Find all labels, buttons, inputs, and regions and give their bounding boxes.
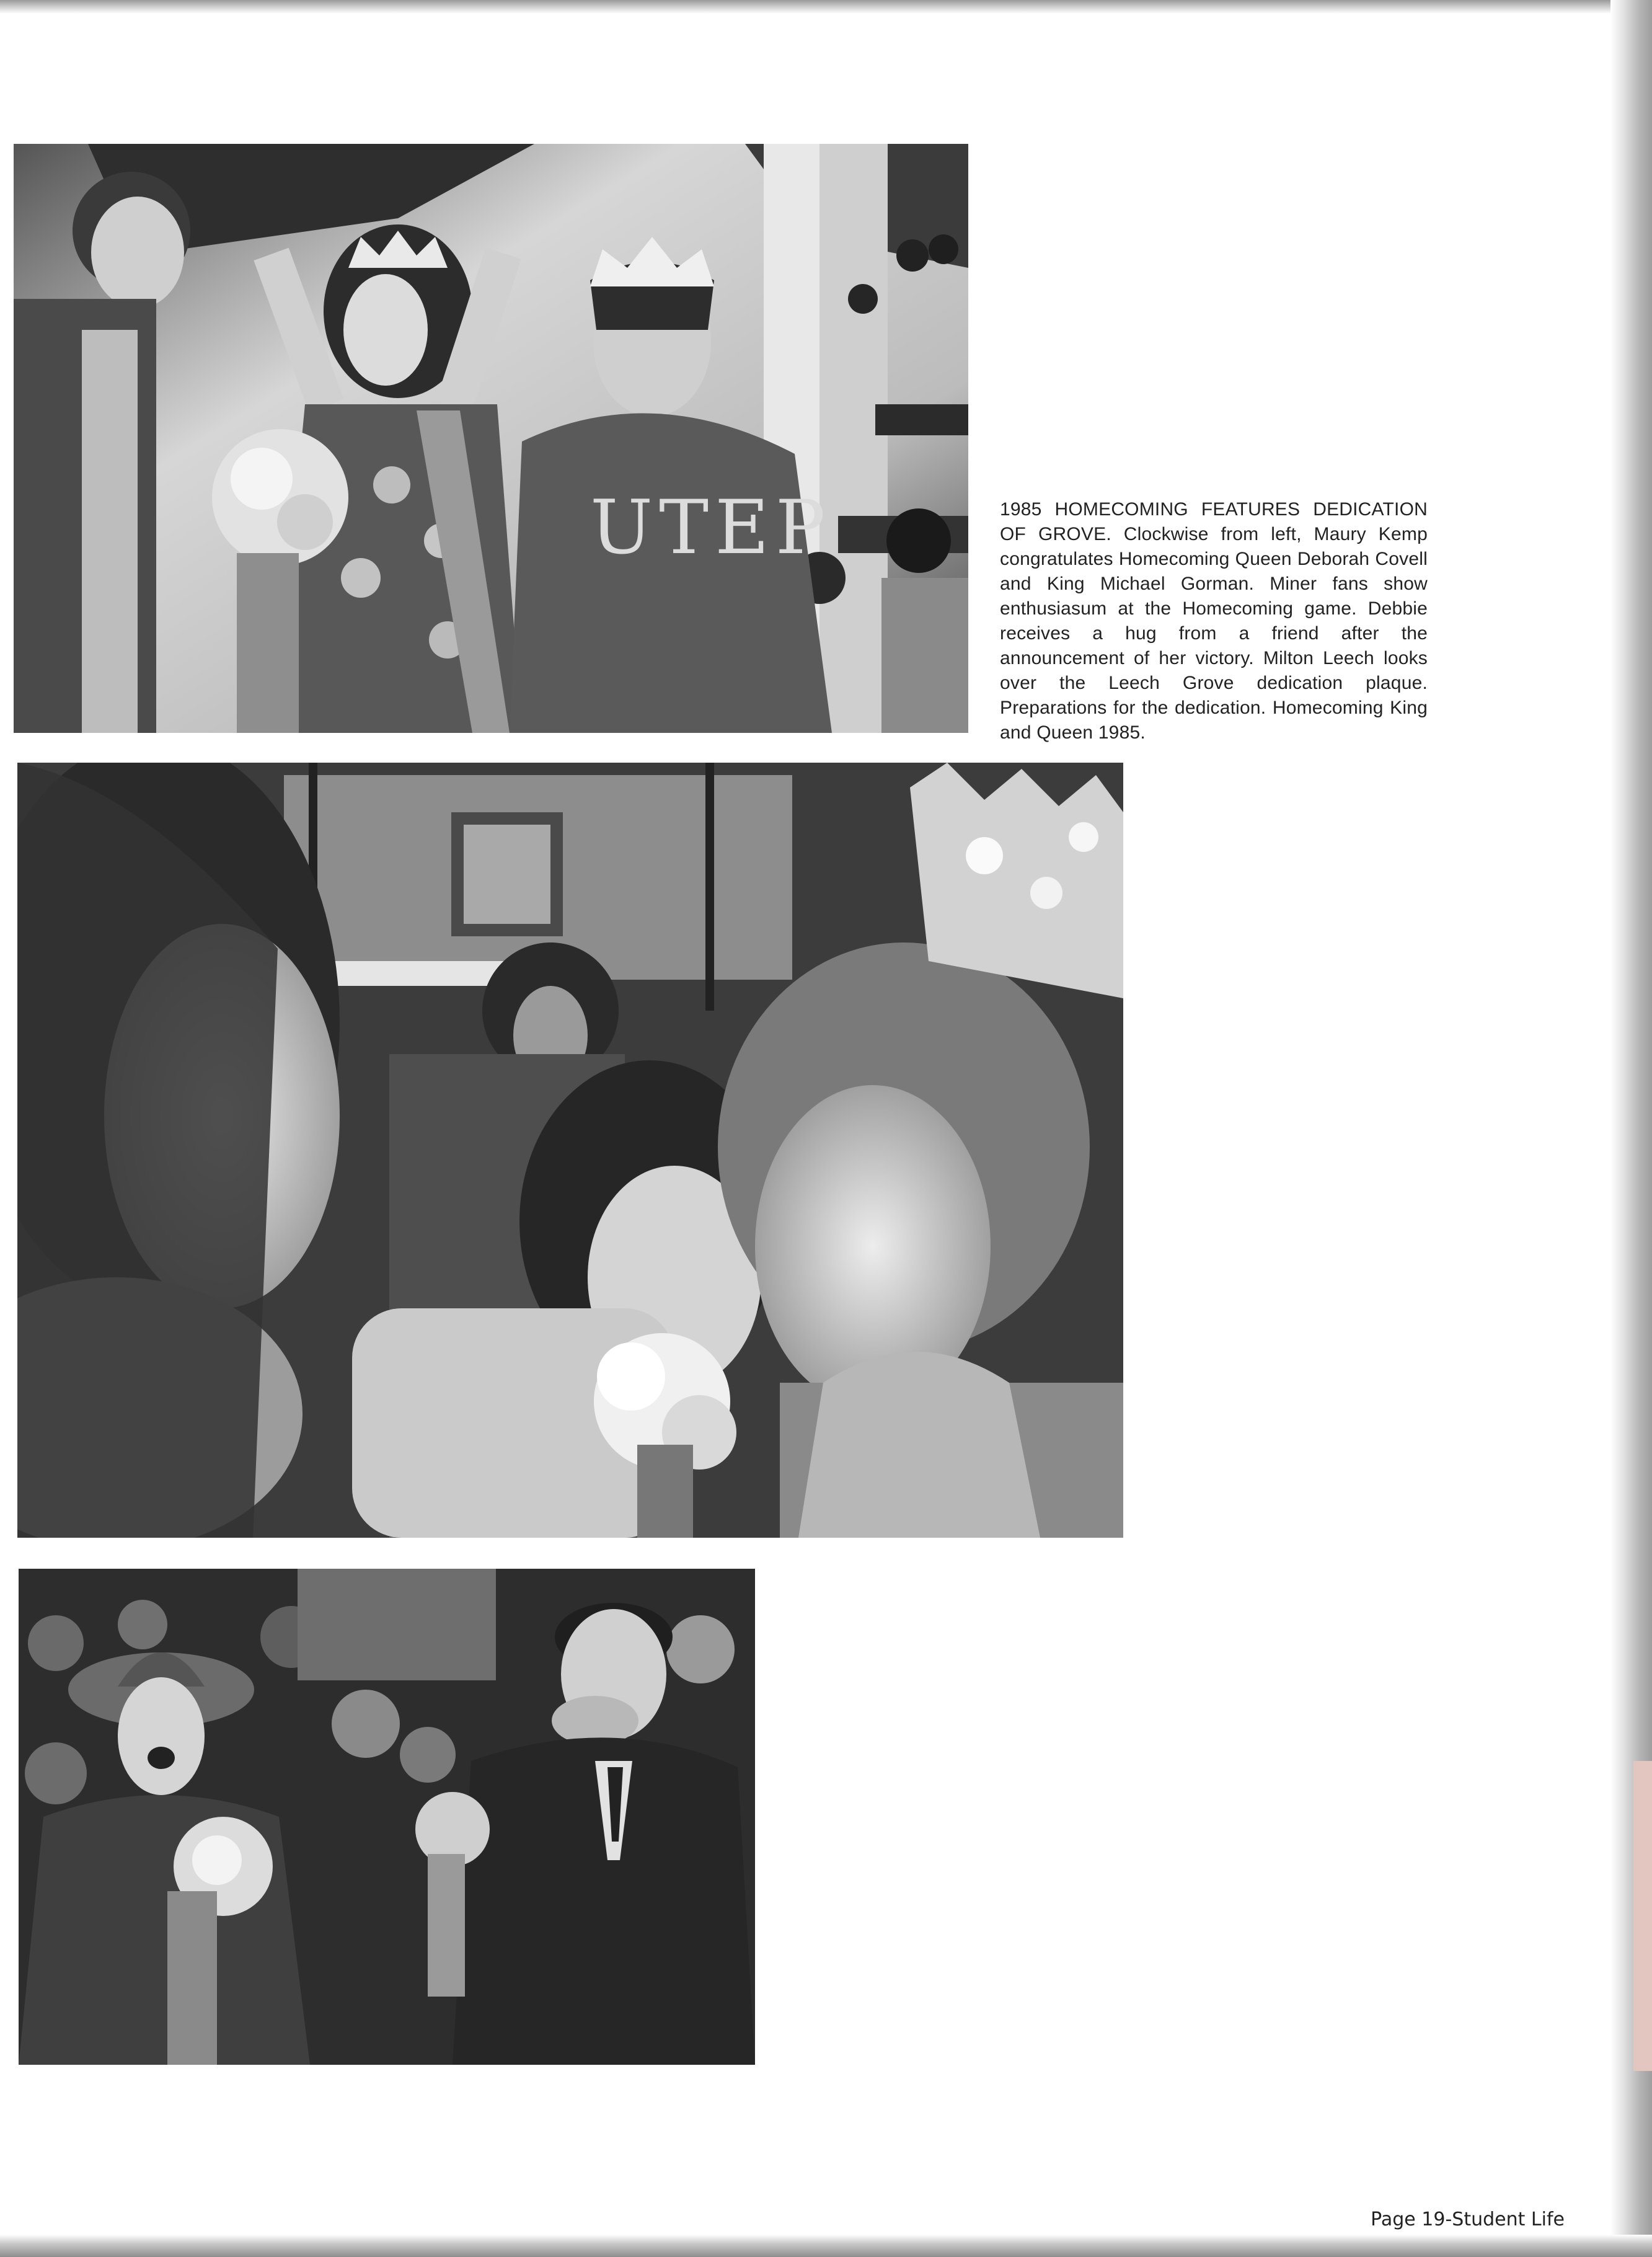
section-tab-mark bbox=[1633, 1761, 1652, 2071]
caption-heading: 1985 HOMECOMING FEATURES DEDICATION OF GROVE. bbox=[1000, 499, 1428, 544]
page-top-edge bbox=[0, 0, 1652, 14]
photo-miner-fans bbox=[19, 1569, 755, 2065]
page-folio: Page 19-Student Life bbox=[1371, 2209, 1565, 2230]
photo-queen-hug bbox=[17, 763, 1123, 1538]
svg-text:UTEP: UTEP bbox=[590, 485, 832, 571]
page-bottom-edge bbox=[0, 2235, 1652, 2257]
photo-caption bbox=[1000, 497, 1428, 745]
photo-homecoming-crowning bbox=[14, 144, 968, 733]
caption-body: Clockwise from left, Maury Kemp congratulates Homecoming Queen Deborah Covell and King Michael Gorman. Miner fans show enthusiasum at the Homecoming game. Debbie receives a hug from a friend after the announcement of her victory. Milton Leech looks over the Leech Grove dedication plaque. Preparations for the dedication. Homecoming King and Queen 1985. bbox=[1000, 524, 1428, 743]
